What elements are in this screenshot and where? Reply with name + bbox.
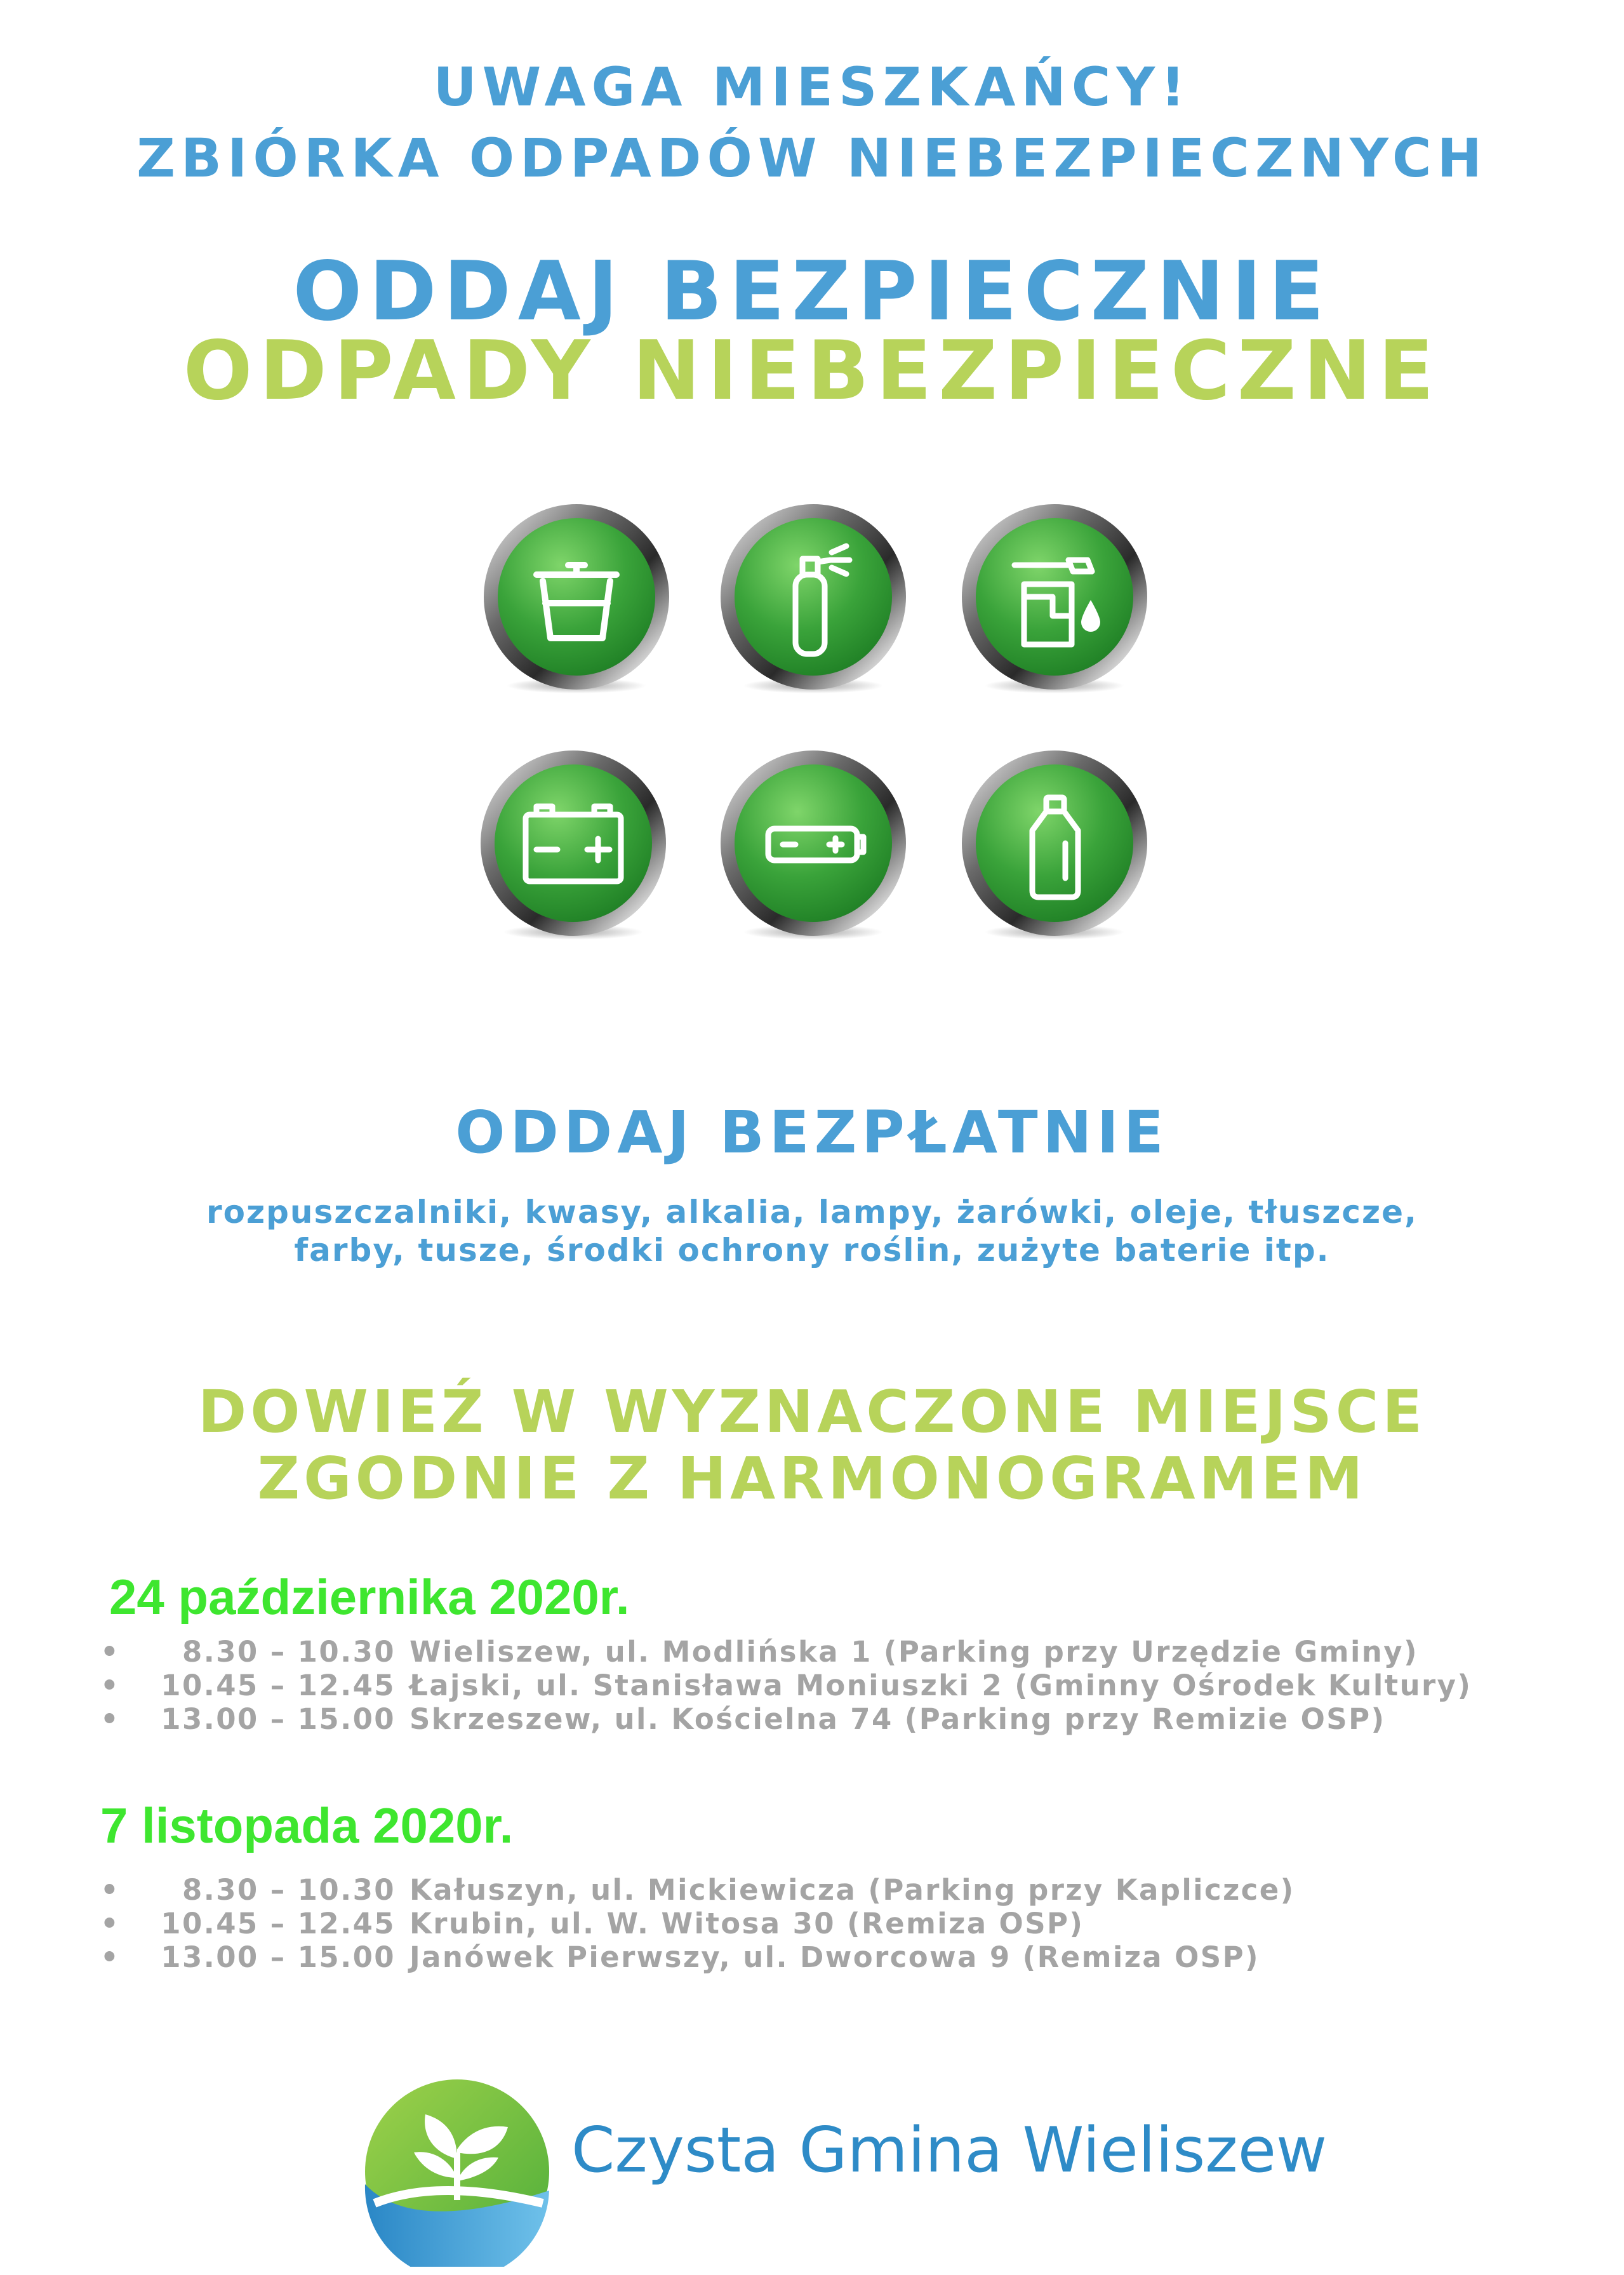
waste-list-line-1: rozpuszczalniki, kwasy, alkalia, lampy, żarówki, oleje, tłuszcze, — [206, 1194, 1418, 1231]
schedule-row — [100, 1669, 1472, 1702]
logo-emblem — [362, 2076, 552, 2267]
delivery-line-2: ZGODNIE Z HARMONOGRAMEM — [257, 1444, 1367, 1512]
chemical-bottle-icon — [957, 748, 1152, 942]
schedule-time: 10.45 – 12.45 — [161, 1907, 396, 1940]
spray-can-icon — [716, 502, 910, 696]
bullet: • — [100, 1702, 121, 1736]
bullet: • — [100, 1635, 121, 1669]
headline-safe: ODDAJ BEZPIECZNIE — [293, 244, 1331, 339]
bullet: • — [100, 1907, 121, 1940]
header-line-1: UWAGA MIESZKAŃCY! — [433, 56, 1191, 118]
bullet: • — [100, 1669, 121, 1702]
schedule-place: Krubin, ul. W. Witosa 30 (Remiza OSP) — [409, 1907, 1084, 1940]
car-battery-icon — [476, 748, 670, 942]
schedule-time: 8.30 – 10.30 — [182, 1635, 396, 1669]
schedule-place: Łajski, ul. Stanisława Moniuszki 2 (Gminny Ośrodek Kultury) — [409, 1669, 1472, 1702]
delivery-line-1: DOWIEŹ W WYZNACZONE MIEJSCE — [197, 1378, 1427, 1446]
schedule-date-1: 24 października 2020r. — [109, 1569, 630, 1625]
schedule-row — [100, 1635, 1418, 1669]
paint-can-brush-icon — [957, 502, 1152, 696]
schedule-time: 13.00 – 15.00 — [161, 1940, 396, 1974]
battery-icon — [716, 748, 910, 942]
waste-list-line-2: farby, tusze, środki ochrony roślin, zużyte baterie itp. — [294, 1232, 1330, 1269]
schedule-place: Wieliszew, ul. Modlińska 1 (Parking przy Urzędzie Gminy) — [409, 1635, 1418, 1669]
headline-hazardous: ODPADY NIEBEZPIECZNE — [183, 324, 1441, 418]
paint-bucket-icon — [479, 502, 674, 696]
schedule-row — [100, 1940, 1260, 1974]
free-title: ODDAJ BEZPŁATNIE — [455, 1098, 1169, 1166]
schedule-row — [100, 1702, 1385, 1736]
header-line-2: ZBIÓRKA ODPADÓW NIEBEZPIECZNYCH — [136, 127, 1488, 189]
schedule-place: Skrzeszew, ul. Kościelna 74 (Parking przy Remizie OSP) — [409, 1702, 1386, 1736]
bullet: • — [100, 1940, 121, 1974]
schedule-time: 8.30 – 10.30 — [182, 1873, 396, 1907]
schedule-row — [100, 1907, 1084, 1940]
schedule-place: Kałuszyn, ul. Mickiewicza (Parking przy Kapliczce) — [409, 1873, 1295, 1907]
schedule-row — [100, 1873, 1295, 1907]
schedule-time: 10.45 – 12.45 — [161, 1669, 396, 1702]
bullet: • — [100, 1873, 121, 1907]
schedule-date-2: 7 listopada 2020r. — [100, 1798, 514, 1853]
logo-text: Czysta Gmina Wieliszew — [571, 2114, 1328, 2187]
schedule-time: 13.00 – 15.00 — [161, 1702, 396, 1736]
schedule-place: Janówek Pierwszy, ul. Dworcowa 9 (Remiza OSP) — [409, 1940, 1260, 1974]
